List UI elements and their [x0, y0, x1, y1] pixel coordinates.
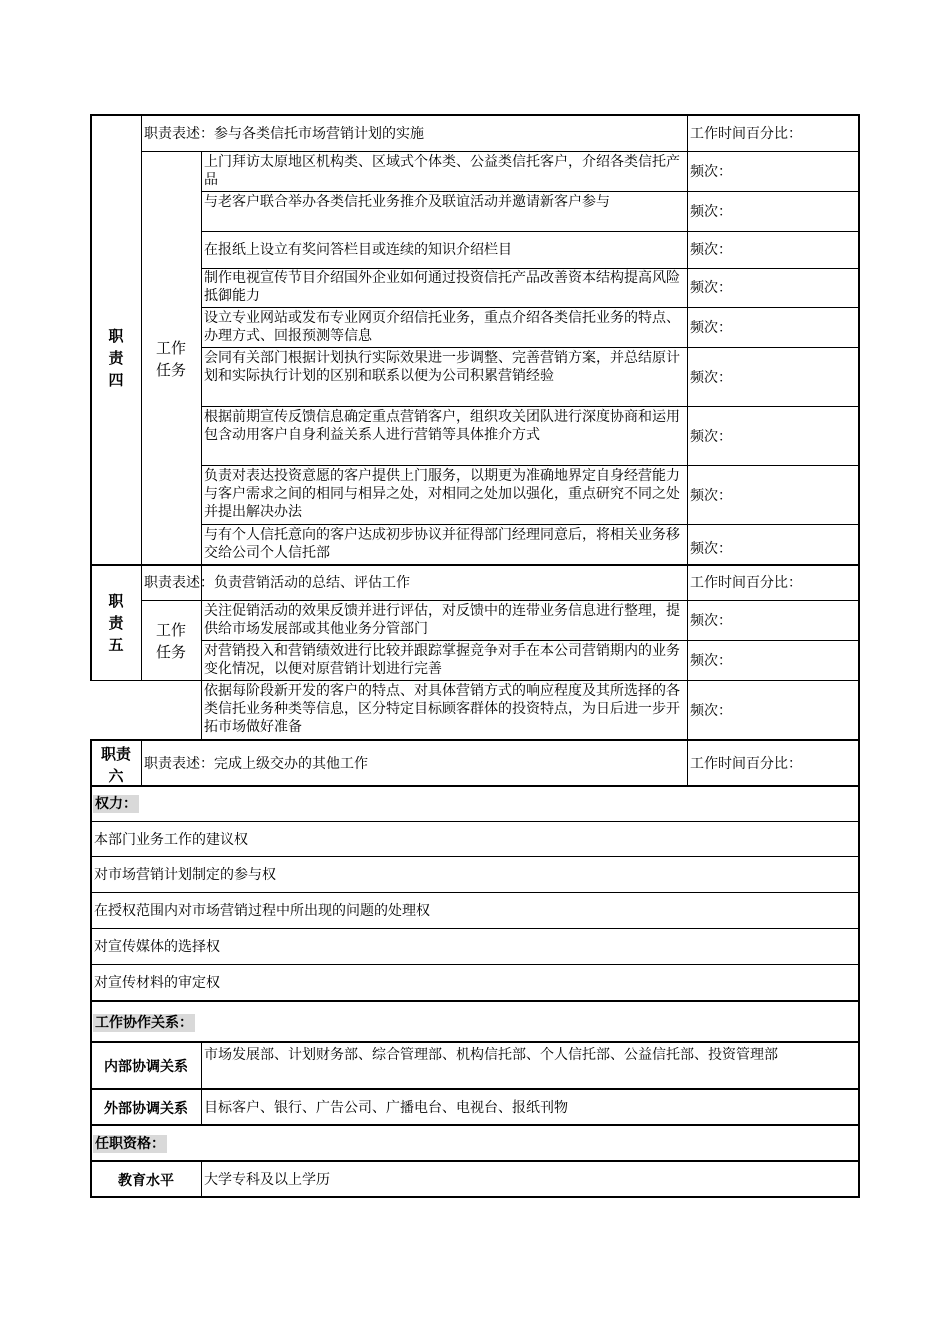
- duty5-time-percentage: 工作时间百分比：: [690, 575, 802, 591]
- duty4-task-7-frequency: 频次：: [690, 428, 732, 445]
- internal-coordination-label: 内部协调关系: [104, 1059, 188, 1075]
- cooperation-title: 工作协作关系：: [95, 1015, 193, 1031]
- authority-item: 对市场营销计划制定的参与权: [94, 867, 276, 883]
- duty4-label: [91, 151, 141, 565]
- duty5-task-2: 对营销投入和营销绩效进行比较并跟踪掌握竞争对手在本公司营销期内的业务变化情况，以便对原营销计划进行完善: [204, 643, 680, 677]
- cooperation-heading: [93, 1005, 859, 1041]
- duty5-task-label-text: 工作 任务: [155, 620, 186, 661]
- duty4-task-6-frequency: 频次：: [690, 369, 732, 386]
- duty5-task-3-frequency: 频次：: [690, 702, 732, 719]
- duty5-task-1: 关注促销活动的效果反馈并进行评估，对反馈中的连带业务信息进行整理，提供给市场发展部或其他业务分管部门: [204, 603, 680, 637]
- duty6-description: 职责表述：完成上级交办的其他工作: [144, 755, 368, 772]
- duty4-task-1: 上门拜访太原地区机构类、区域式个体类、公益类信托客户，介绍各类信托产品: [204, 154, 680, 188]
- authority-item: 在授权范围内对市场营销过程中所出现的问题的处理权: [94, 903, 430, 919]
- authority-item: 对宣传材料的审定权: [94, 975, 220, 991]
- authority-heading: [93, 787, 859, 821]
- duty4-task-label: [141, 152, 201, 565]
- duty4-task-3-frequency: 频次：: [690, 242, 732, 258]
- duty4-task-9-frequency: 频次：: [690, 541, 732, 557]
- qualification-heading: [93, 1127, 859, 1161]
- duty5-task-3: 依据每阶段新开发的客户的特点、对具体营销方式的响应程度及其所选择的各类信托业务种类等信息，区分特定目标顾客群体的投资特点，为日后进一步开拓市场做好准备: [204, 683, 680, 735]
- duty4-task-8: 负责对表达投资意愿的客户提供上门服务，以期更为准确地界定自身经营能力与客户需求之间的相同与相异之处，对相同之处加以强化，重点研究不同之处并提出解决办法: [204, 468, 680, 520]
- duty6-time-percentage: 工作时间百分比：: [690, 755, 802, 772]
- duty4-task-4-frequency: 频次：: [690, 280, 732, 296]
- duty4-time-percentage: 工作时间百分比：: [690, 126, 802, 142]
- duty4-task-8-frequency: 频次：: [690, 487, 732, 504]
- education-label: 教育水平: [118, 1173, 174, 1189]
- duty4-task-4: 制作电视宣传节目介绍国外企业如何通过投资信托产品改善资本结构提高风险抵御能力: [204, 270, 680, 304]
- duty4-task-3: 在报纸上设立有奖问答栏目或连续的知识介绍栏目: [204, 242, 512, 258]
- duty5-description: 职责表述：负责营销活动的总结、评估工作: [144, 575, 410, 591]
- duty5-label-text: 职 责 五: [108, 591, 124, 654]
- duty5-label: [91, 565, 141, 680]
- external-coordination-value: 目标客户、银行、广告公司、广播电台、电视台、报纸刊物: [204, 1099, 568, 1116]
- external-coordination-label: 外部协调关系: [104, 1100, 188, 1117]
- duty6-label: [91, 741, 141, 786]
- authority-item: 本部门业务工作的建议权: [94, 831, 248, 848]
- duty4-task-5: 设立专业网站或发布专业网页介绍信托业务，重点介绍各类信托业务的特点、办理方式、回报预测等信息: [204, 310, 680, 344]
- duty5-task-1-frequency: 频次：: [690, 613, 732, 629]
- duty4-task-2-frequency: 频次：: [690, 204, 732, 220]
- duty4-task-1-frequency: 频次：: [690, 164, 732, 180]
- duty4-description: 职责表述：参与各类信托市场营销计划的实施: [144, 126, 424, 142]
- duty4-task-6: 会同有关部门根据计划执行实际效果进一步调整、完善营销方案，并总结原计划和实际执行计划的区别和联系以便为公司积累营销经验: [204, 350, 680, 384]
- duty4-task-7: 根据前期宣传反馈信息确定重点营销客户，组织攻关团队进行深度协商和运用包含动用客户自身利益关系人进行营销等具体推介方式: [204, 409, 680, 443]
- duty4-task-label-text: 工作 任务: [155, 338, 186, 379]
- authority-item: 对宣传媒体的选择权: [94, 939, 220, 955]
- internal-coordination-value: 市场发展部、计划财务部、综合管理部、机构信托部、个人信托部、公益信托部、投资管理部: [204, 1047, 778, 1063]
- duty4-task-9: 与有个人信托意向的客户达成初步协议并征得部门经理同意后，将相关业务移交给公司个人信托部: [204, 527, 680, 561]
- duty5-task-label: [141, 601, 201, 680]
- education-value: 大学专科及以上学历: [204, 1172, 330, 1188]
- qualification-title: 任职资格：: [95, 1136, 165, 1152]
- duty4-task-2: 与老客户联合举办各类信托业务推介及联谊活动并邀请新客户参与: [204, 194, 610, 210]
- duty5-task-2-frequency: 频次：: [690, 653, 732, 669]
- duty6-label-text: 职责 六: [100, 745, 131, 785]
- authority-title: 权力：: [95, 796, 137, 812]
- duty4-task-5-frequency: 频次：: [690, 320, 732, 336]
- duty4-label-text: 职 责 四: [108, 327, 124, 389]
